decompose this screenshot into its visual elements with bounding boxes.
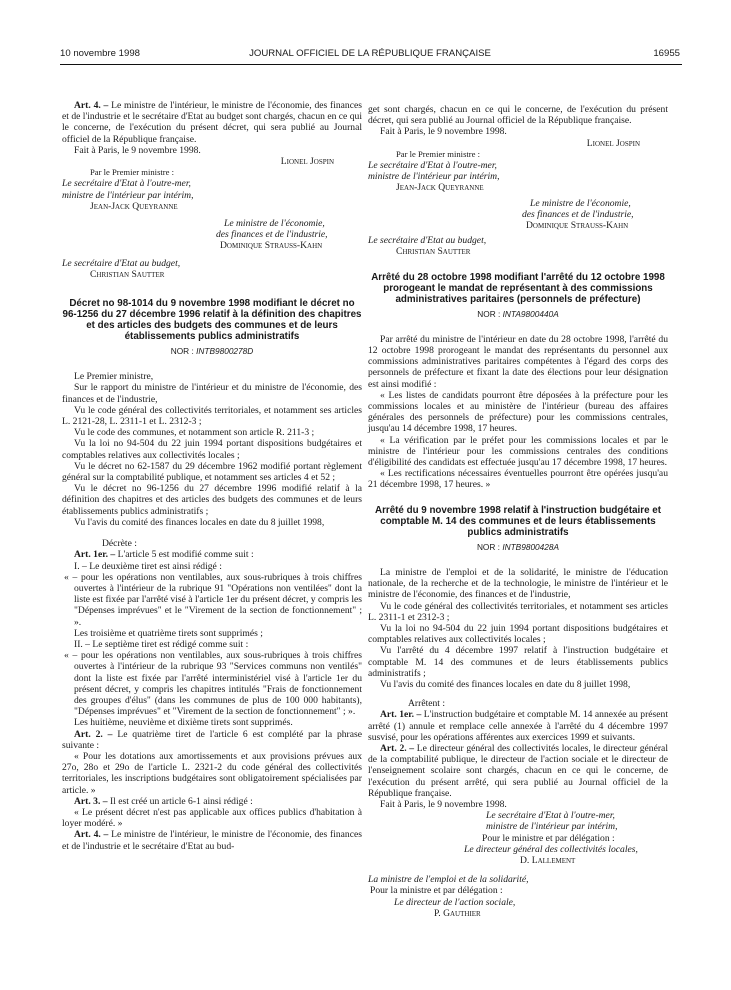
header-rule <box>60 64 682 65</box>
signatory-title: Le secrétaire d'Etat au budget, <box>62 257 181 269</box>
tirets-note: Les troisième et quatrième tirets sont supprimés ; <box>74 627 263 639</box>
decrete: Décrète : <box>102 538 137 550</box>
quote: « Pour les dotations aux amortissements et aux provisions prévues aux 27o, 28o et 29o de l'article L. 2321-2 du code général des collectivités territoriales, les inscriptions budgétaires sont obligatoirement spécialisées par article. » <box>62 750 362 796</box>
arrete-1-body: Par arrêté du ministre de l'intérieur en date du 28 octobre 1998, l'arrêté du 12 octobre 1998 prorogeant le mandat des représentants du personnel aux commissions administratives paritaires compétentes à l'égard des corps des personnels de préfecture et fixant la date des élections pour leur désignation est ainsi modifié : <box>368 333 668 390</box>
arrete-2-body: Vu l'avis du comité des finances locales en date du 8 juillet 1998, <box>380 678 631 690</box>
left-column <box>62 100 362 852</box>
arrete-2-body: La ministre de l'emploi et de la solidarité, le ministre de l'éducation nationale, de la recherche et de la technologie, le ministre de l'intérieur et le ministre de l'économie, des finances et de l'industrie, <box>368 566 668 601</box>
page-header <box>60 48 680 62</box>
article-4b-paragraph: Art. 4. – Le ministre de l'intérieur, le ministre de l'économie, des finances et de l'industrie et le secrétaire d'Etat au bud- <box>62 829 362 852</box>
signatory-title: ministre de l'intérieur par intérim, <box>368 171 500 183</box>
nor-reference: NOR : INTB9800428A <box>476 541 560 552</box>
arrete-2-title: Arrêté du 9 novembre 1998 relatif à l'instruction budgétaire et comptable M. 14 des communes et de leurs établissements publics administratifs <box>375 504 661 538</box>
visa: Vu le code général des collectivités territoriales, et notamment ses articles L. 2121-28, L. 2311-1 et L. 2312-3 ; <box>62 404 362 428</box>
quote: « – pour les opérations non ventilables, aux sous-rubriques à trois chiffres ouvertes à l'intérieur de la rubrique 93 "Services communs non ventilés" dont la liste est fixée par l'arrêté interministériel visé à l'article 1er du présent décret, y compris les chapitres intitulés "Frais de fonctionnement des groupes d'élus" (dans les communes de plus de 100 000 habitants), "Dépenses imprévues" et "Virement de la section de fonctionnement" ; ». <box>64 650 362 718</box>
quote: « Le présent décret n'est pas applicable aux offices publics d'habitation à loyer modéré. » <box>62 806 362 830</box>
article-1-paragraph: Art. 1er. – L'instruction budgétaire et comptable M. 14 annexée au présent arrêté (1) annule et remplace celle annexée à l'arrêté du 4 décembre 1997 susvisé, pour les opérations afférentes aux exercices 1999 et suivants. <box>368 709 668 743</box>
premier-ministre: Le Premier ministre, <box>74 371 154 383</box>
article-label: Art. 4. – <box>74 100 109 111</box>
header-page-number: 16955 <box>653 48 680 59</box>
signatory-name: Dominique Strauss-Kahn <box>526 220 629 232</box>
article-3-paragraph: Art. 3. – Il est créé un article 6-1 ainsi rédigé : <box>74 795 253 807</box>
signatory-name: Christian Sautter <box>396 246 471 258</box>
article-4-paragraph: Art. 4. – Le ministre de l'intérieur, le ministre de l'économie, des finances et de l'industrie et le secrétaire d'Etat au budget sont chargés, chacun en ce qui le concerne, de l'exécution du présent décret, qui sera publié au Journal officiel de la République française. <box>62 100 362 145</box>
par-premier-ministre: Par le Premier ministre : <box>396 148 481 159</box>
section-i: I. – Le deuxième tiret est ainsi rédigé : <box>74 560 222 572</box>
arrete-2-body: Vu le code général des collectivités territoriales, et notamment ses articles L. 2311-1 et 2312-3 ; <box>368 600 668 623</box>
signatory-title: ministre de l'intérieur par intérim, <box>62 189 194 201</box>
arretent: Arrêtent : <box>408 698 446 710</box>
arrete-1-body: « La vérification par le préfet pour les commissions locales et par le ministre de l'intérieur pour les commissions centrales des conditions d'éligibilité des candidats est effectuée jusqu'au 17 décembre 1998, 17 heures. <box>368 434 668 469</box>
signatory-name: Christian Sautter <box>90 268 165 280</box>
signatory-name: Jean-Jack Queyranne <box>396 182 484 194</box>
signatory-title: Le secrétaire d'Etat au budget, <box>368 235 487 247</box>
visa: Vu le décret no 96-1256 du 27 décembre 1996 modifié relatif à la définition des chapitres et des articles des budgets des communes et de leurs établissements publics administratifs ; <box>62 483 362 517</box>
fait-a-paris: Fait à Paris, le 9 novembre 1998. <box>380 798 507 810</box>
signatory-title: des finances et de l'industrie, <box>216 229 328 241</box>
delegation: Pour le ministre et par délégation : <box>482 832 615 844</box>
visa: Vu le décret no 62-1587 du 29 décembre 1962 modifié portant règlement général sur la comptabilité publique, et notamment ses articles 4 et 52 ; <box>62 460 362 484</box>
signatory-name: P. Gauthier <box>434 907 481 919</box>
signature-premier-ministre: Lionel Jospin <box>586 137 640 149</box>
header-journal-title: JOURNAL OFFICIEL DE LA RÉPUBLIQUE FRANÇAISE <box>249 48 491 59</box>
nor-reference: NOR : INTB9800278D <box>170 346 254 357</box>
signatory-title: Le directeur général des collectivités locales, <box>464 843 638 855</box>
fait-a-paris: Fait à Paris, le 9 novembre 1998. <box>74 144 201 156</box>
signatory-title: Le secrétaire d'Etat à l'outre-mer, <box>62 178 191 190</box>
continuation-paragraph: get sont chargés, chacun en ce qui le concerne, de l'exécution du présent décret, qui sera publié au Journal officiel de la République française. <box>368 104 668 127</box>
par-premier-ministre: Par le Premier ministre : <box>90 167 175 178</box>
article-2-paragraph: Art. 2. – Le directeur général des collectivités locales, le directeur général de la comptabilité publique, le directeur de l'action sociale et le directeur de l'enseignement scolaire sont chargés, chacun en ce qui le concerne, de l'exécution du présent arrêté, qui sera publié au Journal officiel de la République française. <box>368 742 668 799</box>
fait-a-paris: Fait à Paris, le 9 novembre 1998. <box>380 126 507 138</box>
nor-reference: NOR : INTA9800440A <box>477 308 559 319</box>
article-1-paragraph: Art. 1er. – L'article 5 est modifié comme suit : <box>74 549 254 561</box>
signatory-title: Le secrétaire d'Etat à l'outre-mer, <box>486 810 615 822</box>
signatory-name: Dominique Strauss-Kahn <box>220 240 323 252</box>
visa: Sur le rapport du ministre de l'intérieur et du ministre de l'économie, des finances et de l'industrie, <box>62 382 362 405</box>
signatory-name: D. Lallement <box>520 854 576 866</box>
signatory-title: Le ministre de l'économie, <box>530 197 631 209</box>
signatory-title: Le directeur de l'action sociale, <box>394 896 516 908</box>
decret-title: Décret no 98-1014 du 9 novembre 1998 modifiant le décret no 96-1256 du 27 décembre 1996 relatif à la définition des chapitres et des articles des budgets des communes et de leurs établissements publics administratifs <box>62 298 362 343</box>
arrete-2-body: Vu l'arrêté du 4 décembre 1997 relatif à l'instruction budgétaire et comptable M. 14 des communes et de leurs établissements publics administratifs ; <box>368 645 668 679</box>
signatory-title: Le ministre de l'économie, <box>224 218 325 230</box>
visa: Vu le code des communes, et notamment son article R. 211-3 ; <box>74 427 315 439</box>
arrete-2-body: Vu la loi no 94-504 du 22 juin 1994 portant dispositions budgétaires et comptables relatives aux collectivités locales ; <box>368 622 668 646</box>
visa: Vu la loi no 94-504 du 22 juin 1994 portant dispositions budgétaires et comptables relatives aux collectivités locales ; <box>62 438 362 461</box>
signatory-name: Jean-Jack Queyranne <box>90 200 178 212</box>
right-column <box>368 104 668 919</box>
section-ii: II. – Le septième tiret est rédigé comme suit : <box>74 638 249 650</box>
signatory-title: ministre de l'intérieur par intérim, <box>486 821 618 833</box>
article-2-paragraph: Art. 2. – Le quatrième tiret de l'article 6 est complété par la phrase suivante : <box>62 728 363 751</box>
visa: Vu l'avis du comité des finances locales en date du 8 juillet 1998, <box>74 516 325 528</box>
signature-premier-ministre: Lionel Jospin <box>280 156 334 168</box>
arrete-1-body: « Les listes de candidats pourront être déposées à la préfecture pour les commissions locales et au ministère de l'intérieur (bureau des affaires générales des personnels de préfecture) pour les commissions centrales, jusqu'au 14 décembre 1998, 17 heures. <box>368 389 668 435</box>
arrete-1-body: « Les rectifications nécessaires éventuelles pourront être opérées jusqu'au 21 décembre 1998, 17 heures. » <box>368 468 668 491</box>
signatory-title: des finances et de l'industrie, <box>522 208 634 220</box>
quote: « – pour les opérations non ventilables, aux sous-rubriques à trois chiffres ouvertes à l'intérieur de la rubrique 91 "Opérations non ventilées" dont la liste est fixée par l'arrêté visé à l'article 1er du présent décret, y compris les "Dépenses imprévues" et le "Virement de la section de fonctionnement" ; ». <box>64 571 362 628</box>
header-date: 10 novembre 1998 <box>60 48 141 59</box>
delegation: Pour la ministre et par délégation : <box>370 885 503 897</box>
tirets-note: Les huitième, neuvième et dixième tirets sont supprimés. <box>74 717 293 729</box>
arrete-1-title: Arrêté du 28 octobre 1998 modifiant l'arrêté du 12 octobre 1998 prorogeant le mandat de représentant à des commissions administratives paritaires (personnels de préfecture) <box>371 271 665 305</box>
signatory-title: La ministre de l'emploi et de la solidarité, <box>368 874 529 886</box>
signatory-title: Le secrétaire d'Etat à l'outre-mer, <box>368 160 497 172</box>
